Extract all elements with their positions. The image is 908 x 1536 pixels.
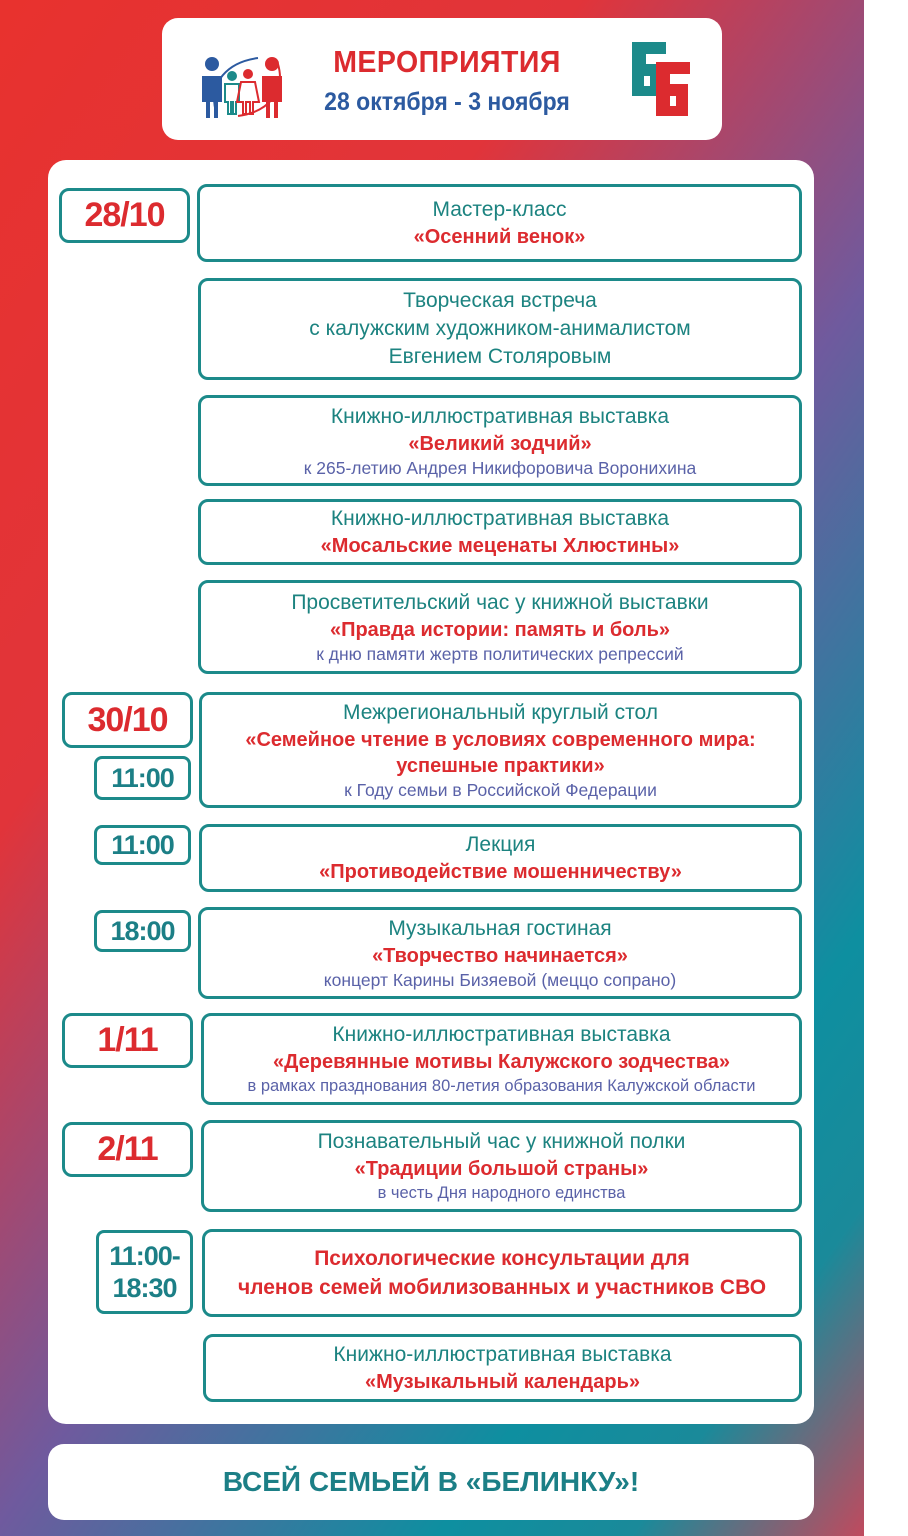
date-badge-28-10: 28/10: [59, 188, 190, 243]
family-logo-icon: [198, 42, 290, 122]
event-title: «Противодействие мошенничеству»: [319, 861, 682, 883]
event-type: Познавательный час у книжной полки: [317, 1130, 686, 1153]
event-card: [201, 1120, 802, 1212]
event-title: «Великий зодчий»: [408, 432, 592, 455]
event-card: [198, 278, 802, 380]
event-type: Книжно-иллюстративная выставка: [332, 1023, 671, 1046]
event-note: в честь Дня народного единства: [377, 1184, 626, 1202]
date-badge-30-10: 30/10: [62, 692, 193, 748]
event-note: в рамках празднования 80-летия образования Калужской области: [247, 1077, 756, 1095]
event-type: Книжно-иллюстративная выставка: [330, 507, 670, 530]
event-card: [203, 1334, 802, 1402]
event-note: концерт Карины Бизяевой (меццо сопрано): [323, 970, 677, 990]
event-card: [198, 499, 802, 565]
event-title: «Традиции большой страны»: [354, 1158, 649, 1180]
event-title: «Творчество начинается»: [372, 945, 628, 967]
time-badge: 18:00: [94, 910, 191, 952]
time-badge: 11:00: [94, 825, 191, 865]
event-card: [197, 184, 802, 262]
event-type: Творческая встреча с калужским художником-анималистом Евгением Столяровым: [309, 289, 691, 368]
event-type: Межрегиональный круглый стол: [343, 701, 658, 724]
event-type: Лекция: [465, 833, 536, 856]
event-title: Психологические консультации для членов семей мобилизованных и участников СВО: [237, 1247, 767, 1299]
event-title: «Осенний венок»: [413, 226, 586, 248]
header-title: МЕРОПРИЯТИЯ: [333, 44, 561, 79]
date-badge-2-11: 2/11: [62, 1122, 193, 1177]
header-card: [162, 18, 722, 140]
event-type: Музыкальная гостиная: [388, 917, 612, 940]
event-card: [198, 907, 802, 999]
event-type: Мастер-класс: [432, 198, 567, 221]
event-title: «Правда истории: память и боль»: [329, 619, 671, 641]
event-title: «Музыкальный календарь»: [364, 1371, 641, 1393]
event-title: «Мосальские меценаты Хлюстины»: [320, 535, 680, 557]
event-title: «Семейное чтение в условиях современного мира: успешные практики»: [245, 729, 756, 777]
event-type: Просветительский час у книжной выставки: [291, 591, 709, 614]
event-type: Книжно-иллюстративная выставка: [330, 404, 670, 428]
event-note: к дню памяти жертв политических репрессий: [316, 644, 684, 664]
event-note: к Году семьи в Российской Федерации: [344, 780, 657, 800]
time-badge: 11:00- 18:30: [96, 1230, 193, 1314]
event-card: [198, 580, 802, 674]
event-note: к 265-летию Андрея Никифоровича Воронихина: [303, 457, 697, 478]
event-type: Книжно-иллюстративная выставка: [333, 1343, 672, 1366]
event-title: «Деревянные мотивы Калужского зодчества»: [273, 1051, 730, 1073]
event-card: [199, 824, 802, 892]
event-card: [202, 1229, 802, 1317]
event-card: [201, 1013, 802, 1105]
event-card: [198, 395, 802, 486]
footer-slogan: ВСЕЙ СЕМЬЕЙ В «БЕЛИНКУ»!: [48, 1444, 814, 1520]
header-dates: 28 октября - 3 ноября: [324, 88, 570, 116]
date-badge-1-11: 1/11: [62, 1013, 193, 1068]
event-card: [199, 692, 802, 808]
bb-logo-icon: [630, 40, 692, 118]
time-badge: 11:00: [94, 756, 191, 800]
